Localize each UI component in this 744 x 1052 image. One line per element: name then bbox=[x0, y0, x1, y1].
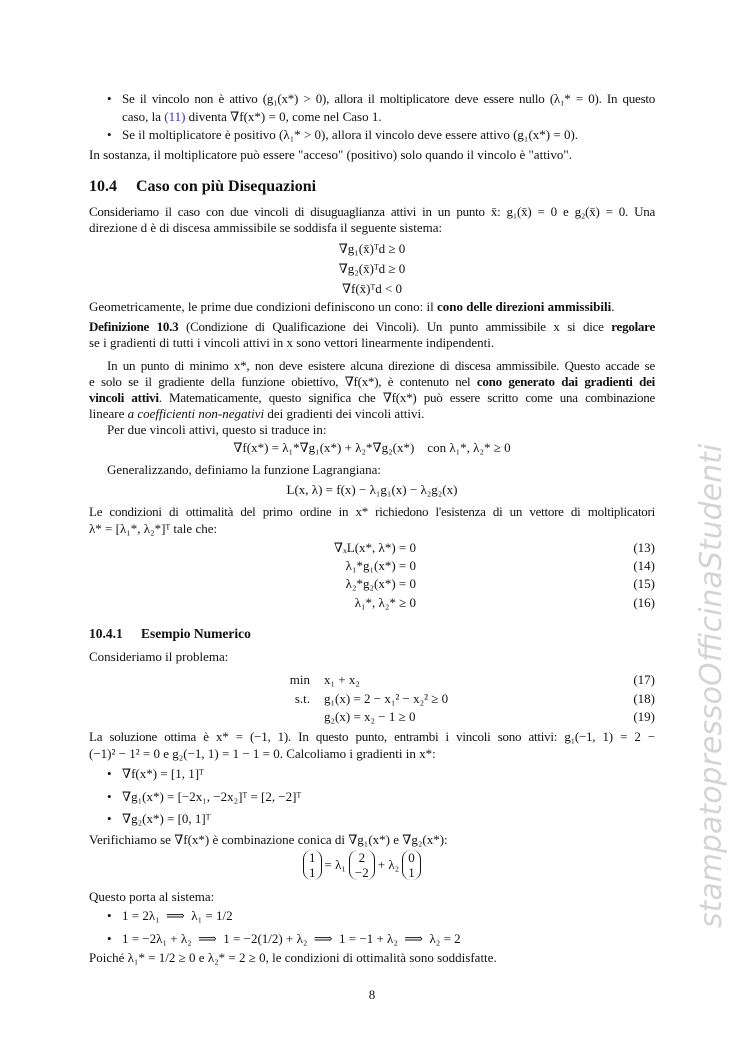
page-number: 8 bbox=[368, 987, 376, 1002]
paragraph: Questo porta al sistema: bbox=[89, 889, 215, 904]
paragraph: λ* = [λ₁*, λ₂*]ᵀ tale che: bbox=[89, 521, 218, 536]
paragraph bbox=[89, 299, 655, 315]
bold-term: cono generato dai gradienti dei bbox=[476, 374, 655, 389]
equation-number: (17) bbox=[633, 672, 655, 687]
bullet-text: ∇g₁(x*) = [−2x₁, −2x₂]ᵀ = [2, −2]ᵀ bbox=[122, 789, 302, 804]
paragraph: Generalizzando, definiamo la funzione Lagrangiana: bbox=[107, 462, 381, 477]
bold-term: regolare bbox=[611, 319, 655, 334]
vector-g2 bbox=[402, 850, 421, 880]
text: e solo se il gradiente della funzione obiettivo, ∇f(x*), è contenuto nel bbox=[89, 374, 477, 389]
paragraph: In sostanza, il moltiplicatore può essere "acceso" (positivo) solo quando il vincolo è "attivo". bbox=[89, 147, 572, 162]
text: diventa ∇f(x*) = 0, come nel Caso 1. bbox=[185, 109, 382, 124]
paragraph: direzione d è di discesa ammissibile se soddisfa il seguente sistema: bbox=[89, 220, 443, 235]
vector-equation bbox=[300, 850, 450, 880]
equation-number: (19) bbox=[633, 709, 655, 724]
equation: ∇ₓL(x*, λ*) = 0 bbox=[333, 540, 416, 555]
watermark: stampatopressoOfficinaStudenti bbox=[694, 443, 729, 928]
equation: ∇f(x*) = λ₁*∇g₁(x*) + λ₂*∇g₂(x*) con λ₁*, λ₂* ≥ 0 bbox=[233, 440, 511, 455]
equation-label: s.t. bbox=[294, 691, 310, 706]
section-number: 10.4 bbox=[89, 178, 117, 195]
paragraph: Per due vincoli attivi, questo si traduce in: bbox=[107, 422, 327, 437]
equation: ∇g₁(x̄)ᵀd ≥ 0 bbox=[338, 241, 406, 256]
text: (Condizione di Qualificazione dei Vincoli). bbox=[178, 319, 420, 334]
paragraph: Consideriamo il caso con due vincoli di disuguaglianza attivi in un punto x̄: g₁(x̄) = 0 e g₂(x̄) = 0. Una bbox=[89, 204, 655, 219]
text: lineare bbox=[89, 406, 128, 421]
bold-term: vincoli attivi bbox=[89, 390, 159, 405]
subsection-heading bbox=[89, 626, 251, 642]
paragraph: La soluzione ottima è x* = (−1, 1). In questo punto, entrambi i vincoli sono attivi: g₁(−1, 1) = 2 − bbox=[89, 729, 655, 744]
equation: λ₁*g₁(x*) = 0 bbox=[345, 558, 416, 573]
paragraph bbox=[89, 390, 655, 406]
equation: ∇g₂(x̄)ᵀd ≥ 0 bbox=[338, 261, 406, 276]
paragraph: Le condizioni di ottimalità del primo ordine in x* richiedono l'esistenza di un vettore di moltiplicatori bbox=[89, 504, 655, 519]
equation-ref-link[interactable]: (11) bbox=[164, 109, 186, 124]
entry: 2 bbox=[358, 850, 366, 865]
bold-term: cono delle direzioni ammissibili bbox=[437, 299, 612, 314]
paragraph: In un punto di minimo x*, non deve esistere alcuna direzione di discesa ammissibile. Questo accade se bbox=[107, 358, 655, 373]
operator: = λ₁ bbox=[324, 857, 346, 872]
equation-number: (14) bbox=[633, 558, 655, 573]
text: dei gradienti dei vincoli attivi. bbox=[264, 406, 425, 421]
vector-lhs bbox=[303, 850, 322, 880]
text: caso, la bbox=[122, 109, 165, 124]
bullet-text: ∇f(x*) = [1, 1]ᵀ bbox=[122, 766, 204, 781]
equation: λ₂*g₂(x*) = 0 bbox=[345, 576, 416, 591]
italic-term: a coefficienti non-negativi bbox=[127, 406, 265, 421]
equation-label: min bbox=[289, 672, 310, 687]
bullet-text: Se il moltiplicatore è positivo (λ₁* > 0), allora il vincolo deve essere attivo (g₁(x*) = 0). bbox=[122, 127, 579, 142]
paragraph bbox=[89, 374, 655, 390]
equation-number: (15) bbox=[633, 576, 655, 591]
vector-g1 bbox=[349, 850, 375, 880]
subsection-number: 10.4.1 bbox=[89, 626, 123, 641]
text: . Matematicamente, questo significa che ∇f(x*) può essere scritto come una combinazione bbox=[158, 390, 655, 405]
bullet-icon: • bbox=[107, 91, 112, 106]
bullet-icon: • bbox=[107, 931, 112, 946]
section-title: Caso con più Disequazioni bbox=[136, 178, 317, 195]
paragraph: Verifichiamo se ∇f(x*) è combinazione conica di ∇g₁(x*) e ∇g₂(x*): bbox=[89, 832, 448, 847]
paragraph: Poiché λ₁* = 1/2 ≥ 0 e λ₂* = 2 ≥ 0, le condizioni di ottimalità sono soddisfatte. bbox=[89, 950, 497, 965]
bullet-text: 1 = −2λ₁ + λ₂ ⟹ 1 = −2(1/2) + λ₂ ⟹ 1 = −1 + λ₂ ⟹ λ₂ = 2 bbox=[122, 931, 461, 946]
equation: x₁ + x₂ bbox=[324, 672, 360, 687]
definition-label: Definizione 10.3 bbox=[89, 319, 179, 334]
equation-number: (13) bbox=[633, 540, 655, 555]
equation: ∇f(x̄)ᵀd < 0 bbox=[341, 281, 403, 296]
equation: λ₁*, λ₂* ≥ 0 bbox=[354, 595, 416, 610]
paragraph: (−1)² − 1² = 0 e g₂(−1, 1) = 1 − 1 = 0. Calcoliamo i gradienti in x*: bbox=[89, 746, 436, 761]
bullet-icon: • bbox=[107, 908, 112, 923]
subsection-title: Esempio Numerico bbox=[141, 626, 251, 641]
definition bbox=[89, 319, 655, 335]
bullet-text: ∇g₂(x*) = [0, 1]ᵀ bbox=[122, 811, 211, 826]
equation: L(x, λ) = f(x) − λ₁g₁(x) − λ₂g₂(x) bbox=[286, 482, 458, 497]
paragraph: Consideriamo il problema: bbox=[89, 649, 229, 664]
bullet-icon: • bbox=[107, 811, 112, 826]
section-heading bbox=[89, 178, 316, 196]
equation: g₁(x) = 2 − x₁² − x₂² ≥ 0 bbox=[324, 691, 449, 706]
bullet-icon: • bbox=[107, 127, 112, 142]
paragraph: se i gradienti di tutti i vincoli attivi in x sono vettori linearmente indipendenti. bbox=[89, 335, 495, 350]
bullet-text: Se il vincolo non è attivo (g₁(x*) > 0), allora il moltiplicatore deve essere nullo (λ₁* = 0). In questo bbox=[122, 91, 655, 106]
equation-number: (18) bbox=[633, 691, 655, 706]
paragraph bbox=[89, 406, 655, 422]
text: Un punto ammissibile x si dice bbox=[419, 319, 612, 334]
entry: 1 bbox=[408, 865, 415, 880]
text: . bbox=[611, 299, 615, 314]
bullet-text: 1 = 2λ₁ ⟹ λ₁ = 1/2 bbox=[122, 908, 233, 923]
bullet-text bbox=[122, 109, 382, 125]
text: Geometricamente, le prime due condizioni definiscono un cono: il bbox=[89, 299, 438, 314]
entry: 1 bbox=[309, 850, 316, 865]
bullet-icon: • bbox=[107, 789, 112, 804]
entry: 1 bbox=[309, 865, 316, 880]
equation-number: (16) bbox=[633, 595, 655, 610]
operator: + λ₂ bbox=[377, 857, 400, 872]
entry: −2 bbox=[354, 865, 369, 880]
bullet-icon: • bbox=[107, 766, 112, 781]
equation: g₂(x) = x₂ − 1 ≥ 0 bbox=[324, 709, 416, 724]
entry: 0 bbox=[408, 850, 415, 865]
